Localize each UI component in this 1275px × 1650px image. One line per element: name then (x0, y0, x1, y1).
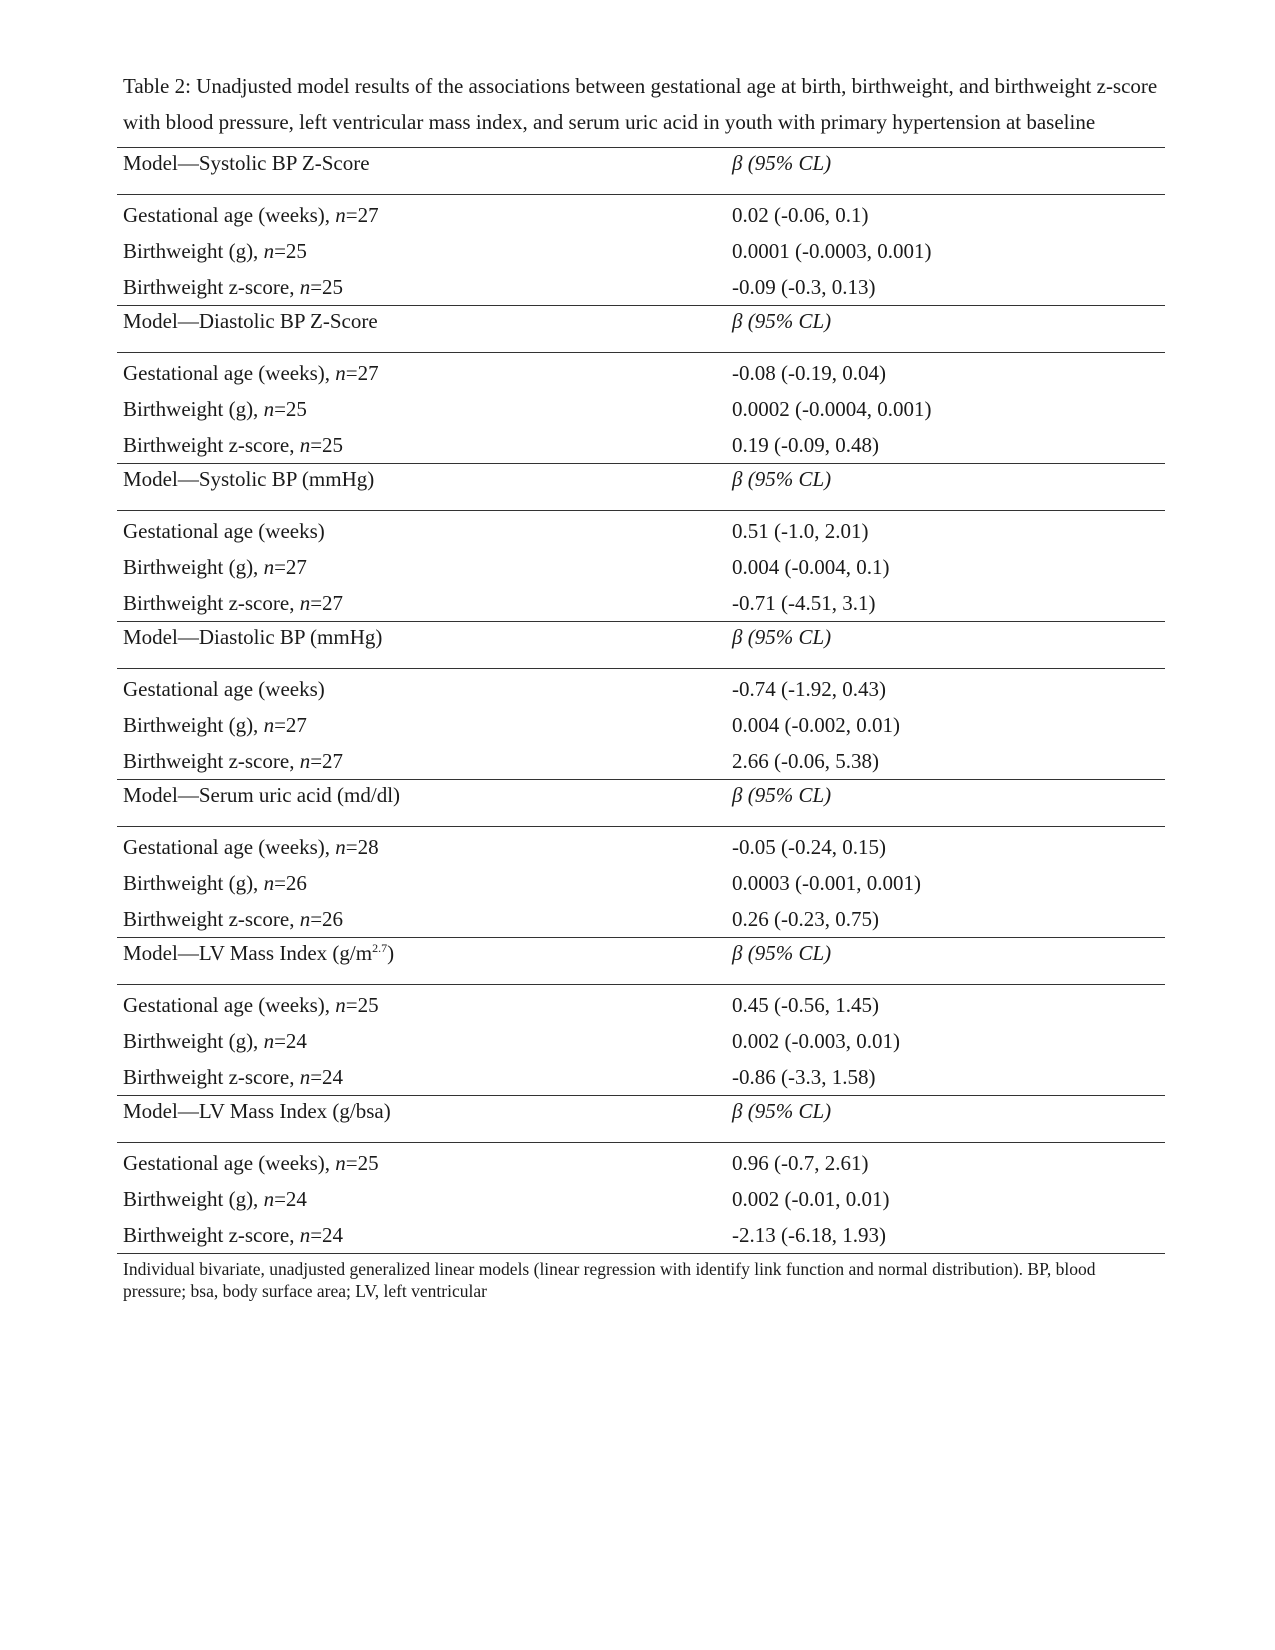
predictor-name: Birthweight (g), (123, 713, 264, 737)
table-row (117, 1181, 1165, 1217)
sample-size-value: =25 (274, 397, 307, 421)
beta-estimate: -0.86 (-3.3, 1.58) (732, 1065, 876, 1089)
model-rows (117, 827, 1165, 937)
model-title-text: Model—Serum uric acid (md/dl) (123, 783, 401, 807)
predictor-name: Gestational age (weeks), (123, 1151, 336, 1175)
sample-size-symbol: n (263, 1029, 275, 1053)
predictor-name: Birthweight z-score, (123, 749, 300, 773)
sample-size-value: =26 (310, 907, 344, 931)
predictor-name: Gestational age (weeks), (123, 993, 336, 1017)
sample-size-value: =25 (310, 433, 344, 457)
predictor-label (123, 275, 343, 299)
model-header-row (117, 305, 1165, 353)
predictor-label (123, 1223, 343, 1247)
model-title (123, 783, 400, 807)
predictor-name: Gestational age (weeks), (123, 835, 336, 859)
sample-size-value: =24 (274, 1187, 307, 1211)
predictor-name: Birthweight z-score, (123, 275, 300, 299)
sample-size-value: =25 (345, 993, 379, 1017)
predictor-name: Birthweight z-score, (123, 591, 300, 615)
predictor-name: Birthweight z-score, (123, 907, 300, 931)
beta-column-header: β (95% CL) (732, 467, 832, 491)
model-title-tail: ) (387, 941, 395, 965)
model-header-row (117, 147, 1165, 195)
model-rows (117, 511, 1165, 621)
beta-estimate: 2.66 (-0.06, 5.38) (732, 749, 879, 773)
predictor-label (123, 907, 343, 931)
predictor-label (123, 433, 343, 457)
predictor-label (123, 993, 379, 1017)
predictor-label (123, 555, 307, 579)
model-title-text: Model—LV Mass Index (g/m (123, 941, 373, 965)
sample-size-value: =25 (345, 1151, 379, 1175)
model-header-row (117, 1095, 1165, 1143)
beta-column-header: β (95% CL) (732, 941, 832, 965)
sample-size-value: =26 (274, 871, 307, 895)
predictor-label (123, 519, 325, 543)
predictor-label (123, 239, 307, 263)
sample-size-symbol: n (299, 907, 311, 931)
table-row (117, 829, 1165, 865)
sample-size-value: =24 (310, 1223, 344, 1247)
model-header-row (117, 937, 1165, 985)
predictor-name: Gestational age (weeks), (123, 361, 336, 385)
model-title (123, 309, 378, 333)
beta-estimate: 0.19 (-0.09, 0.48) (732, 433, 879, 457)
sample-size-value: =27 (310, 591, 344, 615)
table-row (117, 1145, 1165, 1181)
table-row (117, 743, 1165, 779)
predictor-label (123, 591, 343, 615)
model-title (123, 151, 370, 175)
predictor-name: Birthweight (g), (123, 239, 264, 263)
results-table (117, 147, 1165, 1302)
predictor-name: Gestational age (weeks) (123, 519, 325, 543)
model-title-text: Model—LV Mass Index (g/bsa) (123, 1099, 391, 1123)
predictor-name: Birthweight z-score, (123, 433, 300, 457)
predictor-label (123, 361, 379, 385)
predictor-name: Birthweight (g), (123, 871, 264, 895)
predictor-name: Birthweight (g), (123, 1029, 264, 1053)
table-row (117, 197, 1165, 233)
predictor-name: Birthweight (g), (123, 397, 264, 421)
table-row (117, 1023, 1165, 1059)
beta-estimate: 0.0003 (-0.001, 0.001) (732, 871, 921, 895)
model-header-row (117, 779, 1165, 827)
beta-estimate: 0.002 (-0.01, 0.01) (732, 1187, 890, 1211)
table-row (117, 391, 1165, 427)
sample-size-value: =25 (274, 239, 307, 263)
beta-estimate: 0.0002 (-0.0004, 0.001) (732, 397, 932, 421)
model-rows (117, 1143, 1165, 1253)
predictor-label (123, 1065, 343, 1089)
predictor-name: Birthweight z-score, (123, 1065, 300, 1089)
beta-estimate: 0.004 (-0.004, 0.1) (732, 555, 890, 579)
table-row (117, 355, 1165, 391)
sample-size-symbol: n (299, 275, 311, 299)
table-row (117, 1217, 1165, 1253)
beta-column-header: β (95% CL) (732, 1099, 832, 1123)
sample-size-value: =24 (274, 1029, 307, 1053)
predictor-label (123, 713, 307, 737)
model-title-text: Model—Systolic BP Z-Score (123, 151, 370, 175)
predictor-name: Birthweight z-score, (123, 1223, 300, 1247)
model-rows (117, 669, 1165, 779)
beta-estimate: -0.74 (-1.92, 0.43) (732, 677, 886, 701)
predictor-name: Gestational age (weeks), (123, 203, 336, 227)
table-row (117, 987, 1165, 1023)
sample-size-symbol: n (335, 1151, 346, 1175)
sample-size-value: =27 (310, 749, 344, 773)
beta-estimate: 0.45 (-0.56, 1.45) (732, 993, 879, 1017)
sample-size-symbol: n (299, 749, 311, 773)
beta-column-header: β (95% CL) (732, 625, 832, 649)
sample-size-symbol: n (263, 713, 275, 737)
predictor-label (123, 871, 307, 895)
model-title-text: Model—Diastolic BP Z-Score (123, 309, 378, 333)
predictor-label (123, 1029, 307, 1053)
table-caption (123, 68, 1163, 140)
sample-size-symbol: n (299, 1065, 311, 1089)
table-row (117, 1059, 1165, 1095)
predictor-label (123, 749, 343, 773)
sample-size-symbol: n (335, 361, 346, 385)
table-row (117, 707, 1165, 743)
model-rows (117, 195, 1165, 305)
table-row (117, 269, 1165, 305)
table-row (117, 549, 1165, 585)
predictor-label (123, 1187, 307, 1211)
model-title (123, 941, 394, 965)
model-title-text: Model—Systolic BP (mmHg) (123, 467, 375, 491)
sample-size-symbol: n (299, 591, 311, 615)
model-title (123, 625, 382, 649)
beta-estimate: -0.09 (-0.3, 0.13) (732, 275, 876, 299)
model-header-row (117, 463, 1165, 511)
beta-estimate: 0.26 (-0.23, 0.75) (732, 907, 879, 931)
predictor-label (123, 203, 379, 227)
sample-size-value: =27 (345, 203, 379, 227)
beta-estimate: -2.13 (-6.18, 1.93) (732, 1223, 886, 1247)
sample-size-symbol: n (263, 397, 275, 421)
beta-estimate: 0.02 (-0.06, 0.1) (732, 203, 869, 227)
predictor-label (123, 397, 307, 421)
beta-estimate: -0.08 (-0.19, 0.04) (732, 361, 886, 385)
beta-estimate: 0.002 (-0.003, 0.01) (732, 1029, 900, 1053)
predictor-name: Birthweight (g), (123, 1187, 264, 1211)
sample-size-symbol: n (299, 433, 311, 457)
model-title (123, 467, 374, 491)
beta-column-header: β (95% CL) (732, 783, 832, 807)
model-title-superscript: 2.7 (372, 941, 388, 955)
caption-line-2: with blood pressure, left ventricular mass index, and serum uric acid in youth with primary hypertension at baseline (123, 110, 1096, 134)
sample-size-symbol: n (335, 835, 346, 859)
model-title-text: Model—Diastolic BP (mmHg) (123, 625, 383, 649)
table-row (117, 865, 1165, 901)
table-row (117, 513, 1165, 549)
sample-size-symbol: n (335, 203, 346, 227)
beta-column-header: β (95% CL) (732, 309, 832, 333)
sample-size-value: =25 (310, 275, 344, 299)
predictor-label (123, 1151, 379, 1175)
sample-size-symbol: n (263, 871, 275, 895)
sample-size-value: =27 (274, 555, 307, 579)
table-row (117, 671, 1165, 707)
model-title (123, 1099, 391, 1123)
beta-estimate: 0.51 (-1.0, 2.01) (732, 519, 869, 543)
sample-size-value: =27 (345, 361, 379, 385)
beta-estimate: -0.71 (-4.51, 3.1) (732, 591, 876, 615)
predictor-name: Birthweight (g), (123, 555, 264, 579)
beta-estimate: -0.05 (-0.24, 0.15) (732, 835, 886, 859)
sample-size-value: =24 (310, 1065, 344, 1089)
model-header-row (117, 621, 1165, 669)
sample-size-symbol: n (263, 1187, 275, 1211)
beta-estimate: 0.0001 (-0.0003, 0.001) (732, 239, 932, 263)
sample-size-symbol: n (335, 993, 346, 1017)
table-row (117, 901, 1165, 937)
model-rows (117, 985, 1165, 1095)
sample-size-symbol: n (299, 1223, 311, 1247)
beta-estimate: 0.004 (-0.002, 0.01) (732, 713, 900, 737)
predictor-label (123, 677, 325, 701)
predictor-label (123, 835, 379, 859)
beta-estimate: 0.96 (-0.7, 2.61) (732, 1151, 869, 1175)
caption-line-1: Table 2: Unadjusted model results of the associations between gestational age at birth, birthweight, and birthweight z-score (123, 74, 1158, 98)
sample-size-value: =27 (274, 713, 307, 737)
table-row (117, 585, 1165, 621)
model-rows (117, 353, 1165, 463)
sample-size-symbol: n (263, 239, 275, 263)
table-row (117, 427, 1165, 463)
table-footnote: Individual bivariate, unadjusted generalized linear models (linear regression with identify link function and normal distribution). BP, blood pressure; bsa, body surface area; LV, left ventricular (117, 1253, 1165, 1302)
sample-size-symbol: n (263, 555, 275, 579)
sample-size-value: =28 (345, 835, 379, 859)
table-row (117, 233, 1165, 269)
beta-column-header: β (95% CL) (732, 151, 832, 175)
predictor-name: Gestational age (weeks) (123, 677, 325, 701)
table-sections (117, 147, 1165, 1253)
